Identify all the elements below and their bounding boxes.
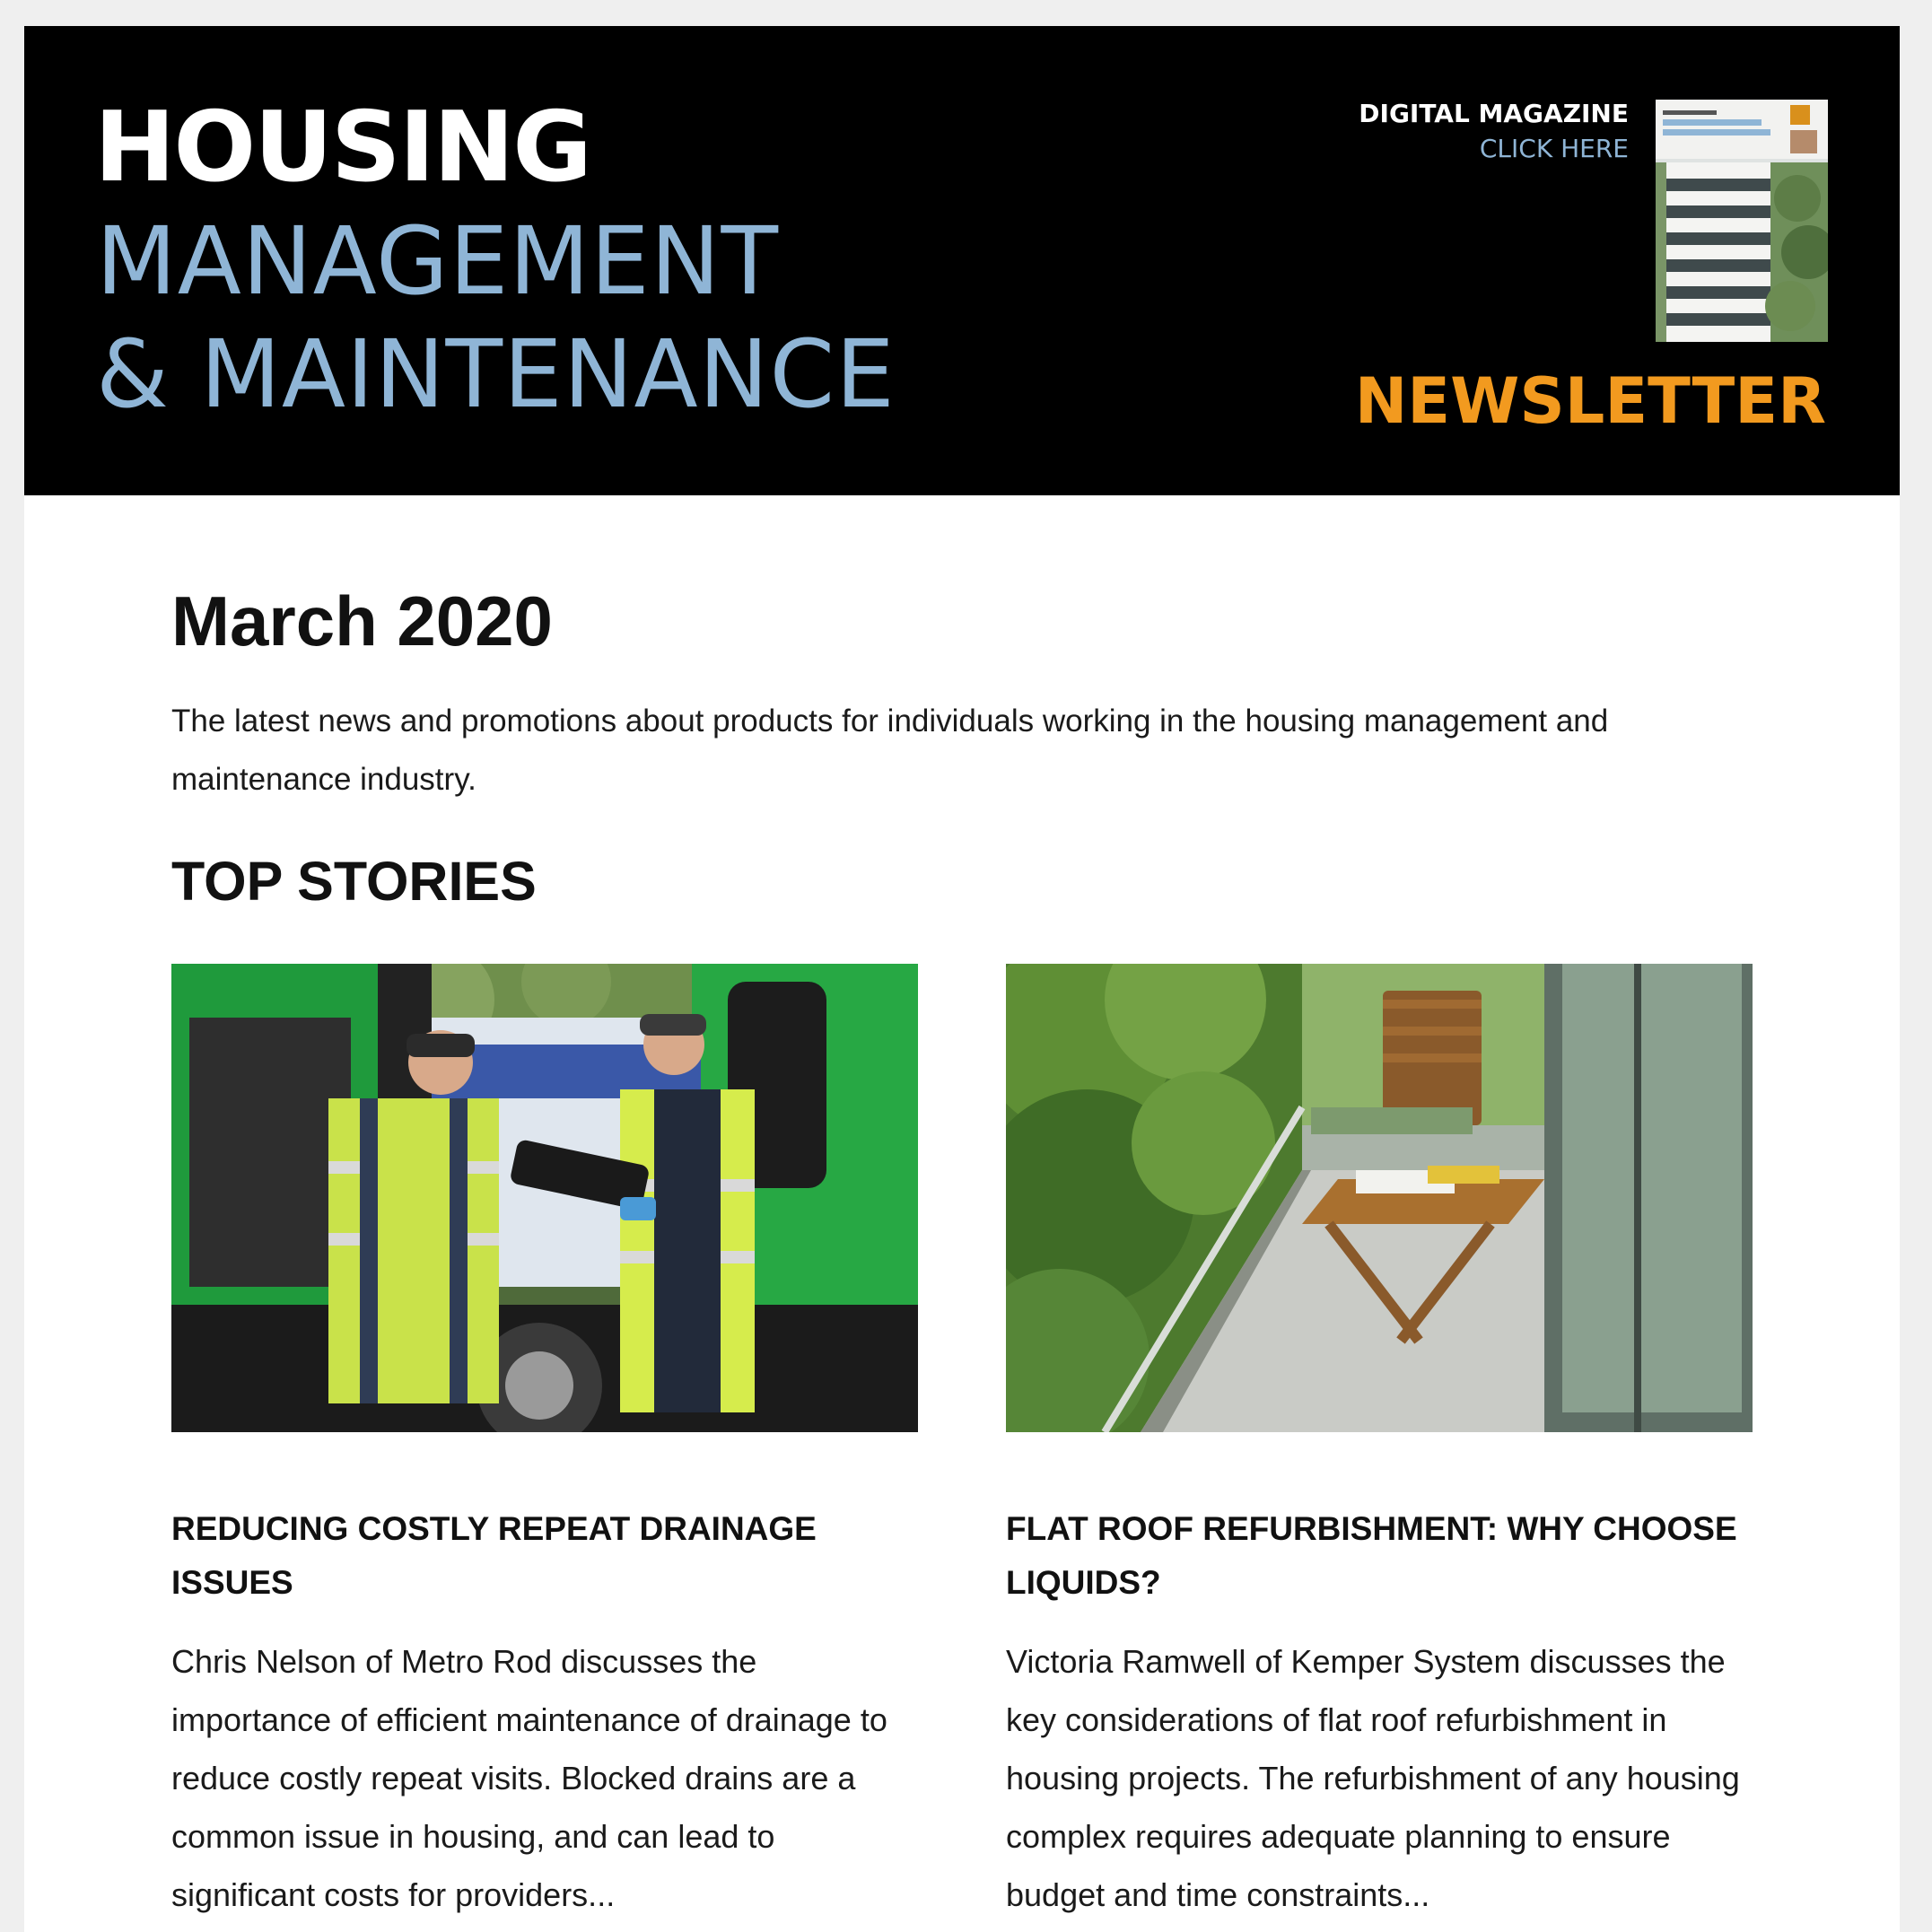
intro-text: The latest news and promotions about products for individuals working in the housing management and maintenance industry. [171,704,1609,797]
click-here-link[interactable]: CLICK HERE [1479,134,1629,163]
story-card-flat-roof [1006,964,1753,1913]
issue-title: March 2020 [171,581,553,660]
digital-magazine-label: DIGITAL MAGAZINE [1359,99,1629,128]
story-card-drainage [171,964,918,1913]
story-title-drainage[interactable]: REDUCING COSTLY REPEAT DRAINAGE ISSUES [171,1510,817,1601]
story-image-drainage[interactable] [171,964,918,1432]
magazine-cover-thumbnail[interactable] [1656,100,1828,342]
newsletter-label: NEWSLETTER [1354,364,1826,438]
masthead [24,26,1900,495]
drainage-workers-photo-icon [171,964,918,1432]
story-excerpt-drainage: Chris Nelson of Metro Rod discusses the importance of efficient maintenance of drainage to reduce costly repeat visits. Blocked drains are a common issue in housing, and can lead to significant costs for providers... [171,1643,887,1913]
brand-title-management: MANAGEMENT [96,206,780,316]
story-excerpt-flat-roof: Victoria Ramwell of Kemper System discusses the key considerations of flat roof refurbishment in housing projects. The refurbishment of any housing complex requires adequate planning to ensure budget and time constraints... [1006,1643,1740,1913]
brand-title-housing: HOUSING [94,92,590,204]
roof-terrace-photo-icon [1006,964,1753,1432]
story-image-flat-roof[interactable] [1006,964,1753,1432]
magazine-cover-icon [1656,100,1828,342]
top-stories-heading: TOP STORIES [171,851,537,912]
story-title-flat-roof[interactable]: FLAT ROOF REFURBISHMENT: WHY CHOOSE LIQUIDS? [1006,1510,1737,1601]
brand-title-maintenance: & MAINTENANCE [96,319,896,429]
newsletter-sheet [24,26,1900,1932]
